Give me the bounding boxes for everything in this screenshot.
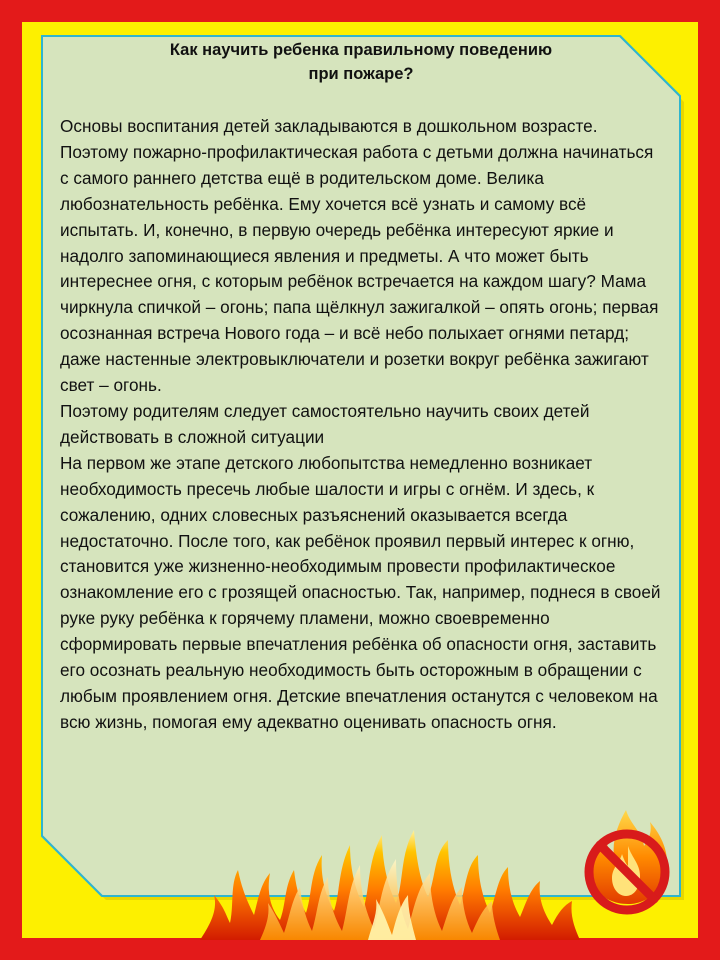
article [60, 38, 662, 736]
no-fire-sign-icon [578, 806, 676, 918]
paragraph-4: На первом же этапе детского любопытства немедленно возникает необходимость пресечь любые шалости и игры с огнём. И здесь, к сожалению, одних словесных разъяснений оказывается всегда недостаточно. После того, как ребёнок проявил первый интерес к огню, становится уже жизненно-необходимым провести профилактическое ознакомление его с грозящей опасностью. Так, например, поднеся в своей руке руку ребёнка к горячему пламени, можно своевременно сформировать первые впечатления ребёнка об опасности огня, заставить его осознать реальную необходимость быть осторожным в обращении с любым проявлением огня. Детские впечатления останутся с человеком на всю жизнь, помогая ему адекватно оценивать опасность огня. [60, 452, 661, 732]
paragraph-2: Поэтому пожарно-профилактическая работа с детьми должна начинаться с самого раннего детства ещё в родительском доме. Велика любознательность ребёнка. Ему хочется всё узнать и самому всё испытать. И, конечно, в первую очередь ребёнка интересуют яркие и надолго запоминающиеся явления и предметы. А что может быть интереснее огня, с которым ребёнок встречается на каждом шагу? Мама чиркнула спичкой – огонь; папа щёлкнул зажигалкой – опять огонь; первая осознанная встреча Нового года – и всё небо полыхает огнями петард; даже настенные электровыключатели и розетки вокруг ребёнка зажигают свет – огонь. [60, 141, 659, 396]
article-title: Как научить ребенка правильному поведению при пожаре? [169, 41, 553, 83]
title-spacer [60, 86, 662, 114]
flames-icon [200, 815, 580, 940]
paragraph-3: Поэтому родителям следует самостоятельно научить своих детей действовать в сложной ситуации [60, 400, 590, 447]
paragraph-1: Основы воспитания детей закладываются в дошкольном возрасте. [60, 116, 598, 136]
